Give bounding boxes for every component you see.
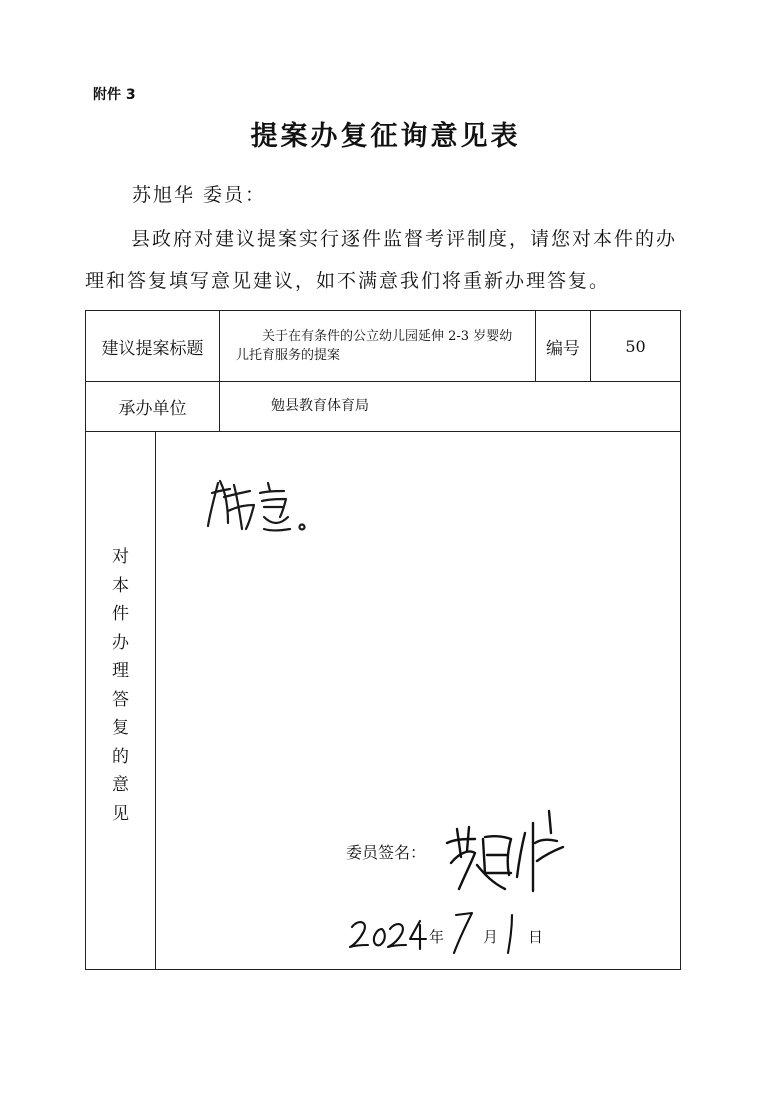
opinion-label-char: 本 <box>112 575 129 596</box>
intro-paragraph: 县政府对建议提案实行逐件监督考评制度，请您对本件的办理和答复填写意见建议，如不满意我们将重新办理答复。 <box>85 228 678 292</box>
proposal-title-label: 建议提案标题 <box>101 338 204 359</box>
opinion-label-char: 复 <box>112 718 129 738</box>
opinion-label-char: 见 <box>112 803 129 824</box>
signature-label: 委员签名： <box>345 842 426 862</box>
date-year-unit: 年 <box>429 928 445 946</box>
handwritten-opinion <box>198 471 328 541</box>
handling-unit-value: 勉县教育体育局 <box>271 398 369 414</box>
opinion-label-char: 理 <box>112 661 129 681</box>
col-divider <box>155 431 156 969</box>
attachment-label: 附件 3 <box>93 87 136 103</box>
opinion-form-table <box>85 310 681 970</box>
handling-unit-label: 承办单位 <box>118 399 187 419</box>
opinion-label-char: 答 <box>112 689 129 710</box>
date-month-unit: 月 <box>483 928 499 946</box>
opinion-label-char: 意 <box>112 775 129 795</box>
member-signature <box>441 803 581 903</box>
page-title: 提案办复征询意见表 <box>250 121 521 152</box>
opinion-label-char: 的 <box>112 746 129 767</box>
number-label: 编号 <box>546 338 580 359</box>
row-divider <box>86 431 680 432</box>
opinion-label-char: 对 <box>112 547 129 567</box>
proposal-title-value: 关于在有条件的公立幼儿园延伸 2-3 岁婴幼儿托育服务的提案 <box>236 329 513 363</box>
date-day-unit: 日 <box>528 928 544 946</box>
opinion-label-vertical <box>86 543 155 828</box>
handwritten-date <box>348 909 548 955</box>
salutation: 苏旭华 委员： <box>132 184 267 206</box>
opinion-label-char: 办 <box>112 632 129 653</box>
opinion-label-char: 件 <box>112 604 129 624</box>
number-value: 50 <box>625 336 646 356</box>
